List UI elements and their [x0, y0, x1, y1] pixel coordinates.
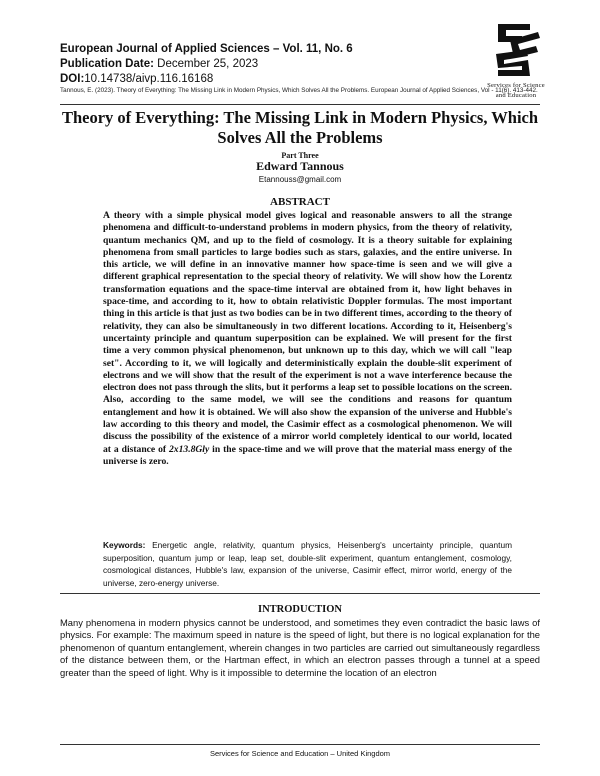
keywords-divider — [60, 593, 540, 594]
introduction-heading: INTRODUCTION — [257, 604, 342, 615]
journal-title: European Journal of Applied Sciences – Vol. 11, No. 6 — [60, 43, 353, 55]
footer-divider — [60, 744, 540, 745]
publication-date-value: December 25, 2023 — [157, 58, 259, 70]
author-name: Edward Tannous — [256, 159, 344, 173]
header-divider — [60, 104, 540, 105]
abstract-heading: ABSTRACT — [270, 196, 330, 208]
keywords-label: Keywords: — [103, 540, 146, 550]
citation: Tannous, E. (2023). Theory of Everything: The Missing Link in Modern Physics, Which Solves All the Problems. European Journal of Applied Sciences, Vol - 11(6). 413-442. — [60, 87, 538, 94]
journal-header — [60, 42, 460, 87]
keywords-text: Energetic angle, relativity, quantum physics, Heisenberg's uncertainty principle, quantum superposition, quantum jump or leap, leap set, double-slit experiment, quantum entanglement, cosmology, cosmological distances, Hubble's law, expansion of the universe, Casimir effect, mirror world, energy of the universe, zero-energy universe. — [103, 540, 512, 588]
abstract-italic: 2x13.8Gly — [169, 443, 210, 455]
sss-logo-icon — [486, 20, 546, 80]
abstract-text: A theory with a simple physical model gives logical and reasonable answers to all the strange phenomena and difficult-to-understand problems in modern physics, from the theory of relativity, quantum mechanics QM, and up to the field of cosmology. It is a theory suitable for explaining phenomena from small particles to large bodies such as stars, galaxies, and the entire universe. In this article, we will define in an innovative manner how space-time is seen and we will give a different graphical representation to the special theory of relativity. We will show how the Lorentz transformation equations and the space-time interval are obtained from it, how light behaves in space-time, and according to it, how to obtain relativistic Doppler formulas. The most important thing in this article is that just as two bodies can be in two different times, according to the theory of relativity, they can also be simultaneously in two different locations. According to it, Heisenberg's uncertainty principle and quantum superposition can be explained. We will present for the first time a very common physical phenomenon, but unknown up to this day, which we will call "leap set". According to it, we will logically and deterministically explain the double-slit experiment of electrons and we will show that the result of the experiment is not a wave interference because the electron does not pass through the slits, but it performs a leap set to possible locations on the screen. Also, according to the same model, we will see the conditions and reasons for quantum entanglement and how it is obtained. We will also show the expansion of the universe and Hubble's law according to this theory and model, the Casimir effect as a cosmological phenomenon. We will discuss the possibility of the existence of a mirror world completely identical to our world, located at a distance of — [103, 210, 512, 455]
logo-caption-line2: and Education — [495, 92, 537, 99]
doi — [60, 72, 460, 87]
doi-value: 10.14738/aivp.116.16168 — [84, 73, 214, 85]
author-email: Etannouss@gmail.com — [258, 175, 342, 184]
keywords — [103, 539, 512, 589]
abstract-body — [103, 210, 512, 468]
logo-caption-line1: Services for Science — [487, 82, 545, 89]
publication-date — [60, 57, 460, 72]
paper-title: Theory of Everything: The Missing Link in Modern Physics, Which Solves All the Problems — [61, 108, 539, 147]
abstract-text-end: in the space-time and we will prove that the material mass energy of the universe is zero. — [103, 443, 512, 467]
doi-label: DOI: — [60, 73, 85, 85]
page-footer: Services for Science and Education – United Kingdom — [209, 749, 391, 758]
publication-date-label: Publication Date: — [60, 58, 154, 70]
introduction-text: Many phenomena in modern physics cannot be understood, and sometimes they even contradict the basic laws of physics. For example: The maximum speed in nature is the speed of light, but there is no logical explanation for the phenomenon of quantum entanglement, wherein changes in two particles are carried out simultaneously regardless of the distance between them, or the Hartman effect, in which an electron passes through a tunnel at a speed greater than the speed of light. Why is it impossible to determine the location of an electron — [60, 617, 540, 678]
introduction-body — [60, 617, 540, 679]
paper-part: Part Three — [281, 151, 319, 160]
